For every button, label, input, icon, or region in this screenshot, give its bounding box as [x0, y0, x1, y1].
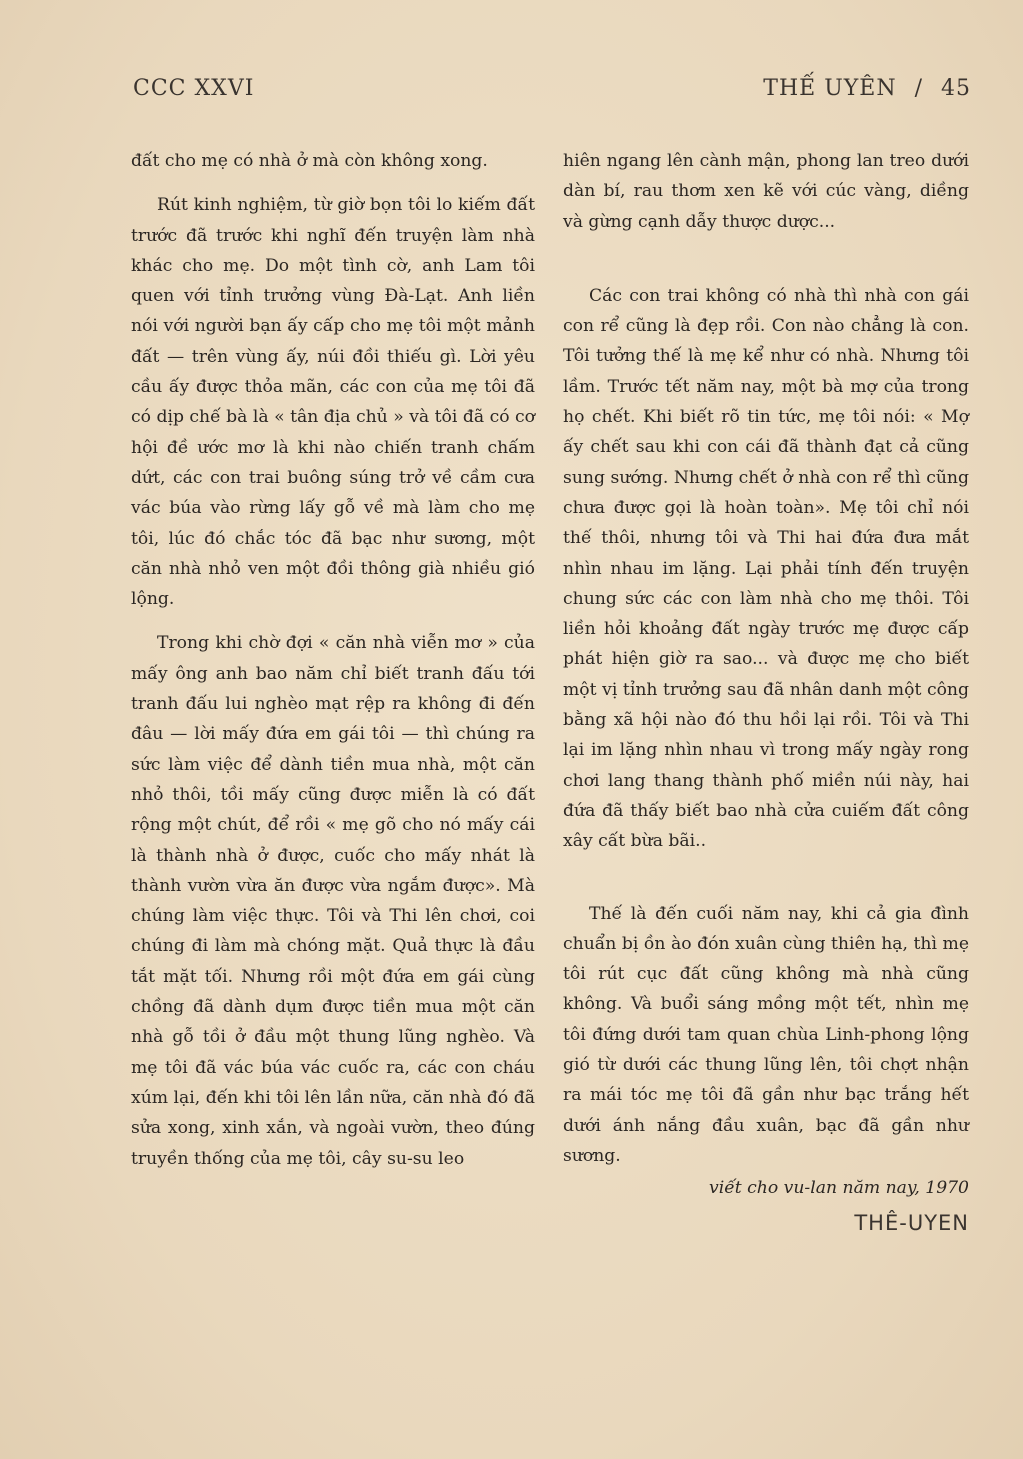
running-header-left: CCC XXVI — [133, 76, 255, 101]
paragraph: Thế là đến cuối năm nay, khi cả gia đình chuẩn bị ồn ào đón xuân cùng thiên hạ, thì mẹ tôi rút cục đất cũng không mà nhà cũng không. Và buổi sáng mồng một tết, nhìn mẹ tôi đứng dưới tam quan chùa Linh-phong lộng gió từ dưới các thung lũng lên, tôi chợt nhận ra mái tóc mẹ tôi đã gần như bạc trắng hết dưới ánh nắng đầu xuân, bạc đã gần như sương. — [563, 903, 969, 1166]
paragraph: Các con trai không có nhà thì nhà con gái con rể cũng là đẹp rồi. Con nào chẳng là con. Tôi tưởng thế là mẹ kể như có nhà. Nhưng tôi lầm. Trước tết năm nay, một bà mợ của trong họ chết. Khi biết rõ tin tức, mẹ tôi nói: « Mợ ấy chết sau khi con cái đã thành đạt cả cũng sung sướng. Nhưng chết ở nhà con rể thì cũng chưa được gọi là hoàn toàn». Mẹ tôi chỉ nói thế thôi, nhưng tôi và Thi hai đứa đưa mắt nhìn nhau im lặng. Lại phải tính đến truyện chung sức các con làm nhà cho mẹ thôi. Tôi liền hỏi khoảng đất ngày trước mẹ được cấp phát hiện giờ ra sao... và được mẹ cho biết một vị tỉnh trưởng sau đã nhân danh một công bằng xã hội nào đó thu hồi lại rồi. Tôi và Thi lại im lặng nhìn nhau vì trong mấy ngày rong chơi lang thang thành phố miền núi này, hai đứa đã thấy biết bao nhà cửa cuiếm đất công xây cất bừa bãi.. — [563, 285, 969, 852]
paragraph: đất cho mẹ có nhà ở mà còn không xong. — [131, 151, 488, 171]
running-header-right — [763, 76, 971, 101]
author-signature: THÊ-UYEN — [854, 1210, 969, 1235]
paragraph: Trong khi chờ đợi « căn nhà viễn mơ » của mấy ông anh bao năm chỉ biết tranh đấu tới tranh đấu lui nghèo mạt rệp ra không đi đến đâu — lời mấy đứa em gái tôi — thì chúng ra sức làm việc để dành tiền mua nhà, một căn nhỏ thôi, tồi mấy cũng được miễn là có đất rộng một chút, để rồi « mẹ gõ cho nó mấy cái là thành nhà ở được, cuốc cho mấy nhát là thành vườn vừa ăn được vừa ngắm được». Mà chúng làm việc thực. Tôi và Thi lên chơi, coi chúng đi làm mà chóng mặt. Quả thực là đầu tắt mặt tối. Nhưng rồi một đứa em gái cùng chồng đã dành dụm được tiền mua một căn nhà gỗ tồi ở đầu một thung lũng nghèo. Và mẹ tôi đã vác búa vác cuốc ra, các con cháu xúm lại, đến khi tôi lên lần nữa, căn nhà đó đã sửa xong, xinh xắn, và ngoài vườn, theo đúng truyền thống của mẹ tôi, cây su-su leo — [131, 633, 535, 1169]
header-author: THẾ UYÊN — [763, 76, 897, 101]
left-column — [131, 146, 535, 1174]
header-separator: / — [914, 76, 923, 101]
page-number: 45 — [941, 76, 971, 101]
paragraph: hiên ngang lên cành mận, phong lan treo dưới dàn bí, rau thơm xen kẽ với cúc vàng, diềng và gừng cạnh dẫy thược dược... — [563, 151, 969, 232]
dedication-note: viết cho vu-lan năm nay, 1970 — [708, 1178, 969, 1199]
right-column — [563, 146, 969, 1238]
paragraph: Rút kinh nghiệm, từ giờ bọn tôi lo kiếm đất trước đã trước khi nghĩ đến truyện làm nhà khác cho mẹ. Do một tình cờ, anh Lam tôi quen với tỉnh trưởng vùng Đà-Lạt. Anh liền nói với người bạn ấy cấp cho mẹ tôi một mảnh đất — trên vùng ấy, núi đồi thiếu gì. Lời yêu cầu ấy được thỏa mãn, các con của mẹ tôi đã có dịp chế bà là « tân địa chủ » và tôi đã có cơ hội đề ước mơ là khi nào chiến tranh chấm dứt, các con trai buông súng trở về cầm cưa vác búa vào rừng lấy gỗ về mà làm cho mẹ tôi, lúc đó chắc tóc đã bạc như sương, một căn nhà nhỏ ven một đồi thông già nhiều gió lộng. — [131, 195, 535, 610]
